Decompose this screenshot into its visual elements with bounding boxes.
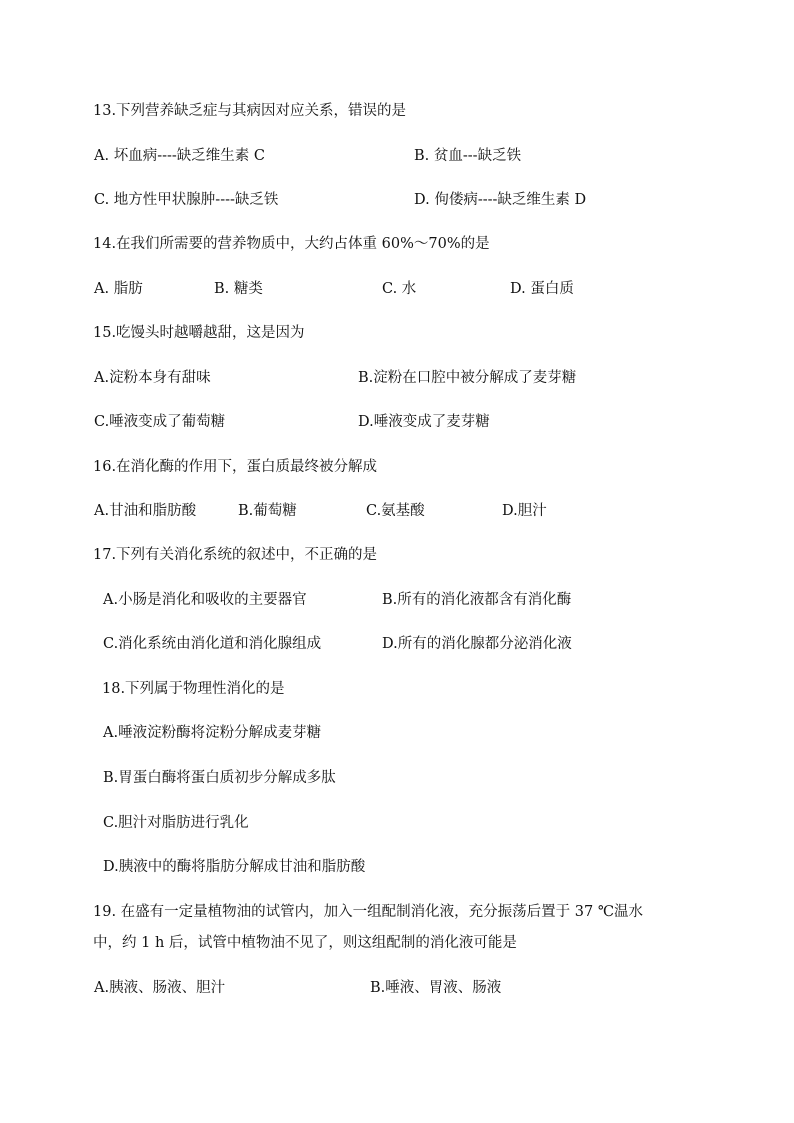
question-17-option-a: A.小肠是消化和吸收的主要器官 bbox=[103, 592, 307, 608]
question-19-stem-line-2: 中，约 1 h 后，试管中植物油不见了，则这组配制的消化液可能是 bbox=[93, 935, 517, 951]
question-16-option-b: B.葡萄糖 bbox=[238, 503, 297, 519]
question-14-option-b: B. 糖类 bbox=[214, 281, 263, 297]
question-17-option-b: B.所有的消化液都含有消化酶 bbox=[382, 592, 572, 608]
question-18-option-a: A.唾液淀粉酶将淀粉分解成麦芽糖 bbox=[103, 725, 322, 741]
question-13-stem: 13.下列营养缺乏症与其病因对应关系，错误的是 bbox=[93, 103, 407, 119]
question-15-option-b: B.淀粉在口腔中被分解成了麦芽糖 bbox=[358, 370, 577, 386]
question-14-stem: 14.在我们所需要的营养物质中，大约占体重 60%～70%的是 bbox=[93, 236, 490, 252]
question-19-option-b: B.唾液、胃液、肠液 bbox=[370, 980, 502, 996]
question-15-option-c: C.唾液变成了葡萄糖 bbox=[94, 414, 226, 430]
question-17-option-d: D.所有的消化腺都分泌消化液 bbox=[382, 636, 572, 652]
question-16-option-a: A.甘油和脂肪酸 bbox=[94, 503, 197, 519]
question-14-option-a: A. 脂肪 bbox=[94, 281, 143, 297]
question-15-stem: 15.吃馒头时越嚼越甜，这是因为 bbox=[93, 325, 305, 341]
question-16-option-c: C.氨基酸 bbox=[366, 503, 425, 519]
question-14-option-c: C. 水 bbox=[382, 281, 417, 297]
question-19-option-a: A.胰液、肠液、胆汁 bbox=[94, 980, 226, 996]
question-16-option-d: D.胆汁 bbox=[502, 503, 547, 519]
question-13-option-d: D. 佝偻病----缺乏维生素 D bbox=[414, 192, 587, 208]
question-16-stem: 16.在消化酶的作用下，蛋白质最终被分解成 bbox=[93, 459, 378, 475]
question-14-option-d: D. 蛋白质 bbox=[510, 281, 574, 297]
question-13-option-c: C. 地方性甲状腺肿----缺乏铁 bbox=[94, 192, 279, 208]
question-13-option-b: B. 贫血---缺乏铁 bbox=[414, 148, 522, 164]
question-18-option-d: D.胰液中的酶将脂肪分解成甘油和脂肪酸 bbox=[103, 859, 366, 875]
question-19-stem-line-1: 19. 在盛有一定量植物油的试管内，加入一组配制消化液，充分振荡后置于 37 ℃温水 bbox=[93, 904, 644, 920]
question-17-option-c: C.消化系统由消化道和消化腺组成 bbox=[103, 636, 322, 652]
question-15-option-a: A.淀粉本身有甜味 bbox=[94, 370, 211, 386]
question-13-option-a: A. 坏血病----缺乏维生素 C bbox=[94, 148, 265, 164]
question-18-stem: 18.下列属于物理性消化的是 bbox=[102, 681, 285, 697]
question-17-stem: 17.下列有关消化系统的叙述中，不正确的是 bbox=[93, 547, 378, 563]
question-15-option-d: D.唾液变成了麦芽糖 bbox=[358, 414, 490, 430]
question-18-option-c: C.胆汁对脂肪进行乳化 bbox=[103, 815, 249, 831]
question-18-option-b: B.胃蛋白酶将蛋白质初步分解成多肽 bbox=[103, 770, 336, 786]
